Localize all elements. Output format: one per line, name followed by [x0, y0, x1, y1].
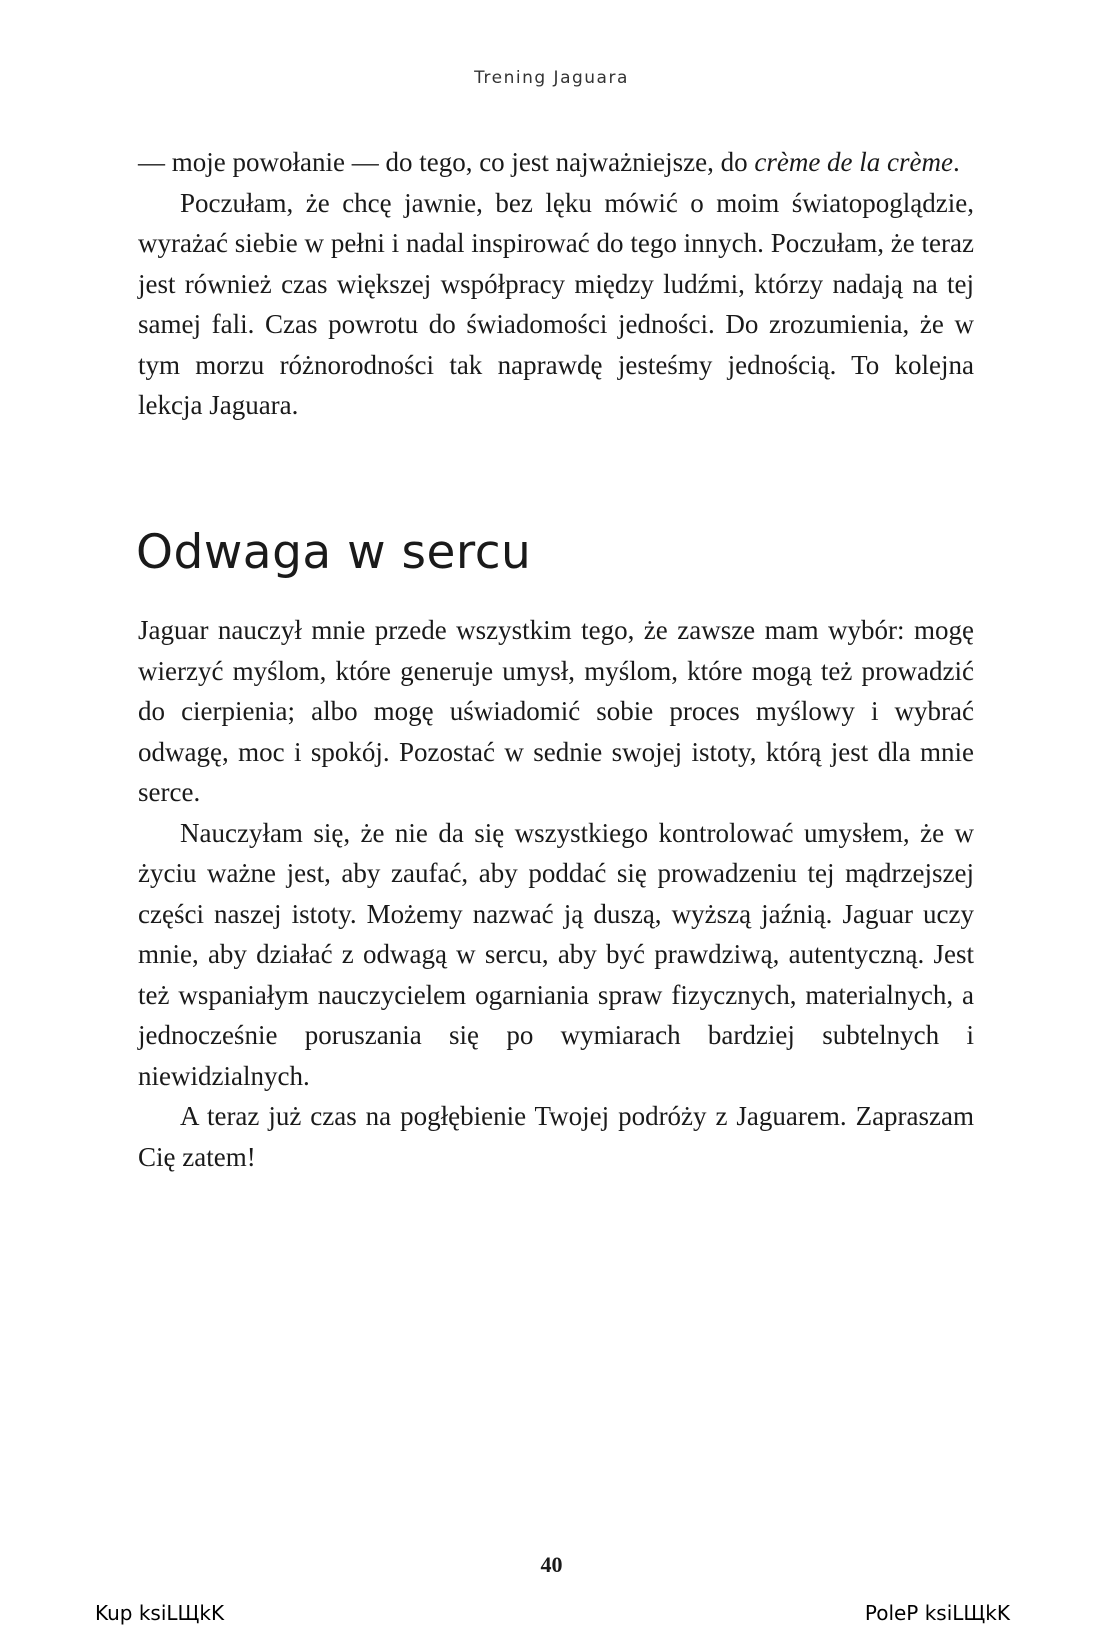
intro-paragraph-1-text: — moje powołanie — do tego, co jest najważniejsze, do [138, 147, 755, 177]
section-paragraph-3: A teraz już czas na pogłębienie Twojej podróży z Jaguarem. Zapraszam Cię zatem! [138, 1101, 974, 1172]
intro-paragraph-1-end: . [953, 147, 960, 177]
section-body [138, 610, 974, 1177]
intro-paragraph-1-italic: crème de la crème [754, 147, 953, 177]
running-title: Trening Jaguara [474, 68, 629, 88]
intro-text [138, 142, 974, 426]
buy-book-link[interactable]: Kup ksiLЩkK [95, 1601, 225, 1625]
section-paragraph-1: Jaguar nauczył mnie przede wszystkim tego, że zawsze mam wybór: mogę wierzyć myślom, które generuje umysł, myślom, które mogą też prowadzić do cierpienia; albo mogę uświadomić sobie proces myślowy i wybrać odwagę, moc i spokój. Pozostać w sednie swojej istoty, którą jest dla mnie serce. [138, 615, 974, 807]
section-heading: Odwaga w sercu [136, 525, 532, 580]
intro-paragraph-2: Poczułam, że chcę jawnie, bez lęku mówić o moim światopoglądzie, wyrażać siebie w pełni i nadal inspirować do tego innych. Poczułam, że teraz jest również czas większej współpracy między ludźmi, którzy nadają na tej samej fali. Czas powrotu do świadomości jedności. Do zrozumienia, że w tym morzu różnorodności tak naprawdę jesteśmy jednością. To kolejna lekcja Jaguara. [138, 187, 974, 420]
recommend-book-link[interactable]: PoleP ksiLЩkK [864, 1601, 1010, 1625]
page-number: 40 [540, 1552, 563, 1577]
intro-paragraph-1 [138, 142, 974, 183]
section-paragraph-2: Nauczyłam się, że nie da się wszystkiego kontrolować umysłem, że w życiu ważne jest, aby zaufać, aby poddać się prowadzeniu tej mądrzejszej części naszej istoty. Możemy nazwać ją duszą, wyższą jaźnią. Jaguar uczy mnie, aby działać z odwagą w sercu, aby być prawdziwą, autentyczną. Jest też wspaniałym nauczycielem ogarniania spraw fizycznych, materialnych, a jednocześnie poruszania się po wymiarach bardziej subtelnych i niewidzialnych. [138, 817, 974, 1091]
